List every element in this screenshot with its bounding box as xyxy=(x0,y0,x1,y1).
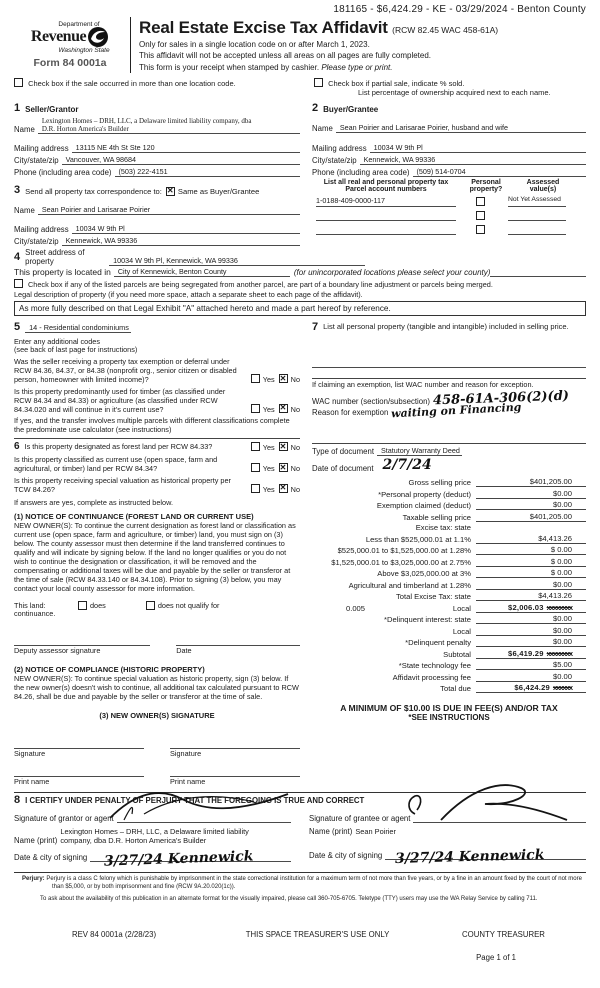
perjury-bold: Perjury: xyxy=(22,876,45,883)
total-due-scribble: xxxxxx xyxy=(552,683,572,693)
document-date-label: Date of document xyxy=(312,464,374,474)
agency-block xyxy=(14,17,126,73)
unincorporated-note: (for unincorporated locations please select your county) xyxy=(293,267,491,277)
taxpayer-city-label: City/state/zip xyxy=(14,236,59,246)
taxpayer-city-value[interactable]: Kennewick, WA 99336 xyxy=(62,236,300,246)
q4-no-checkbox[interactable] xyxy=(279,463,288,472)
perjury-text: Perjury is a class C felony which is punishable by imprisonment in the state correctional institution for a maximum term of not more than five years, or by a fine in an amount fixed by the court of not more than $5,000, or by both imprisonment and fine (RCW 9A.20.020(1c)). xyxy=(46,876,582,890)
treasurer-space-label: THIS SPACE TREASURER'S USE ONLY xyxy=(245,929,390,939)
washington-state-label: Washington State xyxy=(58,47,110,54)
personal-property-checkbox-1[interactable] xyxy=(476,197,485,206)
deputy-assessor-label: Deputy assessor signature xyxy=(14,646,101,656)
assessed-value-blank-3[interactable] xyxy=(508,224,566,235)
new-owner-printname-line-2[interactable] xyxy=(170,766,300,777)
seller-mailing-value[interactable]: 13115 NE 4th St Ste 120 xyxy=(72,143,300,153)
grantor-printname-2: company, dba D.R. Horton America's Builder xyxy=(60,836,207,846)
signature-label-1: Signature xyxy=(14,749,46,759)
local-tax-scribble: xxxxxxxx xyxy=(546,602,572,612)
buyer-city-label: City/state/zip xyxy=(312,155,357,165)
does-label: does xyxy=(90,601,106,611)
personal-property-checkbox-3[interactable] xyxy=(476,225,485,234)
same-as-buyer-checkbox[interactable] xyxy=(166,187,175,196)
document-date-value[interactable]: 2/7/24 xyxy=(382,457,432,474)
q2-no-checkbox[interactable] xyxy=(279,404,288,413)
grantor-datecity-value: 3/27/24 Kennewick xyxy=(104,848,254,870)
buyer-mailing-value[interactable]: 10034 W 9th Pl xyxy=(370,143,586,153)
predominate-use-note: If yes, and the transfer involves multiple parcels with different classifications complete the predominate use calculator (see instructions) xyxy=(14,415,290,434)
new-owner-printname-line-1[interactable] xyxy=(14,766,144,777)
segregated-checkbox[interactable] xyxy=(14,279,23,288)
exemption-reason-value[interactable]: waiting on Financing xyxy=(391,400,522,421)
historical-property-question: Is this property receiving special valuation as historical property per TCW 84.26? xyxy=(14,476,231,494)
legal-description-value[interactable]: As more fully described on that Legal Exhibit "A" attached hereto and made a part hereof by reference. xyxy=(14,301,586,316)
taxpayer-mailing-value[interactable]: 10034 W 9th Pl xyxy=(72,224,300,234)
delinquent-penalty[interactable]: $0.00 xyxy=(476,637,586,647)
section-8-number: 8 xyxy=(14,794,21,807)
multi-location-checkbox[interactable] xyxy=(14,78,23,87)
assessed-value-1[interactable]: Not Yet Assessed xyxy=(508,196,566,207)
located-in-label: This property is located in xyxy=(14,266,111,277)
wac-number-value[interactable]: 458-61A-306(2)(d) xyxy=(432,389,570,409)
tier4-tax[interactable]: $ 0.00 xyxy=(476,568,586,578)
grantee-printname-label: Name (print) xyxy=(309,827,353,837)
same-as-buyer-label: Same as Buyer/Grantee xyxy=(177,186,260,196)
partial-sale-label: Check box if partial sale, indicate % sold. xyxy=(328,78,465,88)
dept-of-label: Department of xyxy=(58,21,100,28)
new-owner-signature-line-1[interactable] xyxy=(14,738,144,749)
taxpayer-name-label: Name xyxy=(14,205,35,215)
legal-description-label: Legal description of property (if you need more space, attach a separate sheet to each page of the affidavit). xyxy=(14,289,363,299)
section-1-heading: Seller/Grantor xyxy=(25,104,79,114)
assessed-value-blank-2[interactable] xyxy=(508,210,566,221)
seller-city-label: City/state/zip xyxy=(14,155,59,165)
taxable-selling-price[interactable]: $401,205.00 xyxy=(476,512,586,522)
does-qualify-checkbox[interactable] xyxy=(78,601,87,610)
grantee-datecity-label: Date & city of signing xyxy=(309,851,383,861)
seller-name-label: Name xyxy=(14,124,35,134)
intro-line-1: Only for sales in a single location code on or after March 1, 2023. xyxy=(139,39,370,49)
section-6-divider xyxy=(14,438,300,439)
parcel-row-2 xyxy=(312,210,586,221)
total-due[interactable]: $6,424.29 xyxy=(514,683,550,693)
does-not-qualify-checkbox[interactable] xyxy=(146,601,155,610)
if-answers-yes-note: If answers are yes, complete as instructed below. xyxy=(14,497,173,507)
section-2-number: 2 xyxy=(312,101,319,114)
section-2-heading: Buyer/Grantee xyxy=(323,104,379,114)
timber-agriculture-question: Is this property predominantly used for timber (as classified under RCW 84.34 and 84.33) or agriculture (as classified under RCW 84.34.020 and will continue in it's current use? xyxy=(14,386,226,414)
notice-continuance-body: NEW OWNER(S): To continue the current designation as forest land or classification as current use (open space, farm and agriculture, or timber) land, you must sign on (3) below. The county assessor must then determine if the land transferred continues to qualify and will indicate by signing below. If the land no longer qualifies or you do not wish to continue the designation or classification, it will be removed and the compensating or additional taxes will be due and payable by the seller or transferor at the time of sale (RCW 84.33.140 or 84.34.108). Prior to signing (3) below, you may contact your local county assessor for more information. xyxy=(14,520,296,594)
local-rate: 0.005 xyxy=(346,603,366,613)
notice-continuance-title: (1) NOTICE OF CONTINUANCE (FOREST LAND OR CURRENT USE) xyxy=(14,511,254,521)
exemption-reason-label: Reason for exemption xyxy=(312,408,389,418)
state-technology-fee[interactable]: $5.00 xyxy=(476,660,586,670)
parcel-row-1 xyxy=(312,196,586,207)
current-use-question: Is this property classified as current use (open space, farm and agricultural, or timber) land per RCW 84.34? xyxy=(14,455,218,474)
notice-compliance-title: (2) NOTICE OF COMPLIANCE (HISTORIC PROPERTY) xyxy=(14,665,205,675)
grantee-datecity-line[interactable] xyxy=(385,847,586,868)
section-3-label: Send all property tax correspondence to: xyxy=(25,186,162,196)
parcel-number-blank-3[interactable] xyxy=(316,224,456,235)
deputy-date-label: Date xyxy=(176,646,192,656)
delinquent-interest-local[interactable]: $0.00 xyxy=(476,626,586,636)
revenue-wordmark: Revenue xyxy=(30,28,87,45)
street-address-label-2: property xyxy=(25,256,54,266)
certification-statement: I CERTIFY UNDER PENALTY OF PERJURY THAT THE FOREGOING IS TRUE AND CORRECT xyxy=(25,796,365,806)
additional-codes-note: (see back of last page for instructions) xyxy=(14,345,138,355)
partial-sale-sublabel: List percentage of ownership acquired next to each name. xyxy=(358,87,551,97)
reeta-affidavit-form: 181165 - $6,424.29 - KE - 03/29/2024 - Benton County Department of Revenue Washington State Form 84 0001a Real Estate Excise Tax Affidavit (RCW 82.45 WAC 458-61A) Only for sales in a single location code on or after March 1, 2023. This affidavit will not be accepted unless all areas on all pages are fully completed. This form is your receipt when stamped by cashier. Please type or print. Check box if the sale occurred in more than one location code. Check box if partial sale, indicate % sold. List percentage of ownership acquired next to each name. 1 Seller/Grantor Name Lexington Homes – DRH, LLC, a Delaware limited liability company, dba D.R. Horton America's Builder Mailing address 13115 NE 4th St Ste 120 City/state/zip Vancouver, WA 98684 Phone (including area code) (503) 222-4151 3 Send all property tax correspondence to: ✕ Same as Buyer/Grantee Name Sean Poirier and Larisarae Poirier Mailing address 10034 W 9th Pl City/state/zip Kennewick, WA 99336 2 Buyer/Grantee Name Sean Poirier and Larisarae Poirier, husband and wife Mailing address 10034 W 9th Pl City/state/zip Kennewick, WA 99336 Phone (including area code) (509) 514-0704 List all real and personal property tax Parcel account numbers Personal property? Assessed value(s) 1-0188-409-0000-117 Not Yet Assessed 4 Street address of property 10034 W 9th Pl, Kennewick, WA 99336 This property is located in City of Kennewick, Benton County (for unincorporated locations please select your county) Check box if any of the listed parcels are being segregated from another parcel, are part of a boundary line adjustment or parcels being merged. Legal description of property (if you need more space, attach a separate sheet to each page of the affidavit). As more fully described on that Legal Exhibit "A" attached hereto and made a part hereof by reference. 5 14 - Residential condominiums Enter any additional codes (see back of last page for instructions) Was the seller receiving a property tax exemption or deferral under RCW 84.36, 84.37, or 84.38 (nonprofit org., senior citizen or disabled person, homeowner with limited income)? Yes ✕ No Is this property predominantly used for timber (as classified under RCW 84.34 and 84.33) or agriculture (as classified under RCW 84.34.020 and will continue in it's current use? Yes ✕ No If yes, and the transfer involves multiple parcels with different classifications complete the predominate use calculator (see instructions) 6 Is this property designated as forest land per RCW 84.33? Yes ✕ No Is this property classified as current use (open space, farm and agricultural, or timber) land per RCW 84.34? Yes ✕ No Is this property receiving special valuation as historical property per TCW 84.26? Yes ✕ No If answers are yes, complete as instructed below. (1) NOTICE OF CONTINUANCE (FOREST LAND OR CURRENT USE) NEW OWNER(S): To continue the current designation as forest land or classification as current use (open space, farm and agriculture, or timber) land, you must sign on (3) below. The county assessor must then determine if the land transferred continues to qualify and will indicate by signing below. If the land no longer qualifies or you do not wish to continue the designation or classification, it will be removed and the compensating or additional taxes will be due and payable by the seller or transferor at the time of sale (RCW 84.33.140 or 84.34.108). Prior to signing (3) below, you may contact your local county assessor for more information. This land: does does not qualify for continuance. Deputy assessor signature Date (2) NOTICE OF COMPLIANCE (HISTORIC PROPERTY) NEW OWNER(S): To continue special valuation as historic property, sign (3) below. If the new owner(s) doesn't wish to continue, all additional tax calculated pursuant to RCW 84.26, shall be due and payable by the seller or transferor at the time of sale. (3) NEW OWNER(S) SIGNATURE Signature Signature Print name Print name 7 List all personal property (tangible and intangible) included in selling price. If claiming an exemption, list WAC number and reason for exception. WAC number (section/subsection) 458-61A-306(2)(d) Reason for exemption waiting on Financing Type of document Statutory Warranty Deed Date of document 2/7/24 Gross selling price $401,205.00 *Personal property (deduct) $0.00 Exemption claimed (deduct) $0.00 Taxable selling price $401,205.00 Excise tax: state Less than $525,000.01 at 1.1% $4,413.26 $525,000.01 to $1,525,000.00 at 1.28% $ 0.00 $1,525,000.01 to $3,025,000.00 at 2.75% $ 0.00 Above $3,025,000.00 at 3% $ 0.00 Agricultural and timberland at 1.28% $0.00 Total Excise Tax: state $4,413.26 0.005 Local $2,006.03 xxxxxxxx *Delinquent interest: state $0.00 Local $0.00 *Delinquent penalty $0.00 Subtotal $6,419.29 xxxxxxxx *State technology fee $5.00 Affidavit processing fee $0.00 Total due $6,424.29 xxxxxx A MINIMUM OF $10.00 IS DUE IN FEE(S) AND/OR TAX *SEE INSTRUCTIONS 8 I CERTIFY UNDER PENALTY OF PERJURY THAT THE FOREGOING IS TRUE AND CORRECT Signature of grantor or agent Name (print) Lexington Homes – DRH, LLC, a Delaware limited liability company, dba D.R. Horton America's Builder Date & city of signing 3/27/24 Kennewick Signature of grantee or agent Name (print) Sean Poirier Date & city of signing 3/27/24 Kennewick Perjury: Perjury is a class C felony which is punishable by imprisonment in the state correctional institution for a maximum term of not more than five years, or by a fine in an amount fixed by the court of not more than $5,000, or by both imprisonment and fine (RCW 9A.20.020(1c)). To ask about the availability of this publication in an alternate format for the visually impaired, please call 360-705-6705. Teletype (TTY) users may use the WA Relay Service by calling 711. REV 84 0001a (2/28/23) THIS SPACE TREASURER'S USE ONLY COUNTY TREASURER Page 1 of 1 xyxy=(0,0,600,988)
tier1-tax[interactable]: $4,413.26 xyxy=(476,534,586,544)
print-name-label-1: Print name xyxy=(14,777,50,787)
q1-yes-checkbox[interactable] xyxy=(251,374,260,383)
section-3-number: 3 xyxy=(14,183,21,196)
dor-logo-icon xyxy=(87,26,109,48)
q3-no-checkbox[interactable] xyxy=(279,442,288,451)
q4-yes-checkbox[interactable] xyxy=(251,463,260,472)
agricultural-timberland-tax[interactable]: $0.00 xyxy=(476,580,586,590)
continuance-label: continuance. xyxy=(14,609,56,619)
type-or-print-note: Please type or print. xyxy=(321,62,393,72)
seller-name-line1: Lexington Homes – DRH, LLC, a Delaware limited liability company, dba xyxy=(41,116,252,125)
document-type-label: Type of document xyxy=(312,447,374,457)
grantee-datecity-value: 3/27/24 Kennewick xyxy=(395,847,545,868)
grantee-signature-line[interactable] xyxy=(413,812,586,823)
exemption-claimed-deduct[interactable]: $0.00 xyxy=(476,500,586,510)
parcel-table-header: List all real and personal property tax Parcel account numbers Personal property? Assessed value(s) xyxy=(323,178,560,193)
forest-land-question: Is this property designated as forest land per RCW 84.33? xyxy=(24,442,213,452)
buyer-name-label: Name xyxy=(312,123,333,133)
grantor-printname-label: Name (print) xyxy=(14,836,58,846)
tier3-tax[interactable]: $ 0.00 xyxy=(476,557,586,567)
section-7-number: 7 xyxy=(312,320,319,333)
buyer-phone-label: Phone (including area code) xyxy=(312,167,410,177)
segregated-label: Check box if any of the listed parcels are being segregated from another parcel, are part of a boundary line adjustment or parcels being merged. xyxy=(28,279,493,289)
taxpayer-mailing-label: Mailing address xyxy=(14,224,69,234)
personal-property-checkbox-2[interactable] xyxy=(476,211,485,220)
q5-yes-checkbox[interactable] xyxy=(251,484,260,493)
document-type-value[interactable]: Statutory Warranty Deed xyxy=(377,446,462,456)
delinquent-interest-state[interactable]: $0.00 xyxy=(476,614,586,624)
notice-compliance-body: NEW OWNER(S): To continue special valuation as historic property, sign (3) below. If the new owner(s) doesn't wish to continue, all additional tax calculated pursuant to RCW 84.26, shall be due and payable by the seller or transferor at the time of sale. xyxy=(14,674,299,702)
grantee-signature-label: Signature of grantee or agent xyxy=(309,814,411,824)
grantor-signature-label: Signature of grantor or agent xyxy=(14,814,114,824)
county-treasurer-label: COUNTY TREASURER xyxy=(462,929,545,939)
accessibility-note: To ask about the availability of this publication in an alternate format for the visually impaired, please call 360-705-6705. Teletype (TTY) users may use the WA Relay Service by calling 711. xyxy=(40,895,538,902)
grantee-printname: Sean Poirier xyxy=(355,827,396,837)
print-name-label-2: Print name xyxy=(170,777,206,787)
page-number: Page 1 of 1 xyxy=(476,952,516,962)
q5-no-checkbox[interactable] xyxy=(279,484,288,493)
tier2-tax[interactable]: $ 0.00 xyxy=(476,545,586,555)
exemption-deferral-question: Was the seller receiving a property tax exemption or deferral under RCW 84.36, 84.37, or 84.38 (nonprofit org., senior citizen or disabled person, homeowner with limited income)? xyxy=(14,357,237,385)
form-header xyxy=(14,17,586,73)
minimum-due-notice: A MINIMUM OF $10.00 IS DUE IN FEE(S) AND/OR TAX xyxy=(340,703,558,714)
street-address-label-1: Street address of xyxy=(25,247,85,257)
grantor-datecity-line[interactable] xyxy=(90,848,291,870)
signature-label-2: Signature xyxy=(170,749,202,759)
section-6-number: 6 xyxy=(14,441,20,453)
land-use-code-value[interactable]: 14 - Residential condominiums xyxy=(25,323,131,333)
buyer-city-value[interactable]: Kennewick, WA 99336 xyxy=(360,155,586,165)
parcel-number-blank-2[interactable] xyxy=(316,210,456,221)
this-land-label: This land: xyxy=(14,601,46,611)
personal-property-deduct[interactable]: $0.00 xyxy=(476,489,586,499)
receipt-stamp-line: 181165 - $6,424.29 - KE - 03/29/2024 - Benton County xyxy=(333,4,586,15)
seller-phone-value[interactable]: (503) 222-4151 xyxy=(115,167,300,177)
tax-computation-table: Gross selling price $401,205.00 *Personal property (deduct) $0.00 Exemption claimed (deduct) $0.00 Taxable selling price $401,205.00 Excise tax: state Less than $525,000.01 at 1.1% $4,413.26 $525,000.01 to $1,525,000.00 at 1.28% $ 0.00 $1,525,000.01 to $3,025,000.00 at 2.75% $ 0.00 Above $3,025,000.00 at 3% $ 0.00 Agricultural and timberland at 1.28% $0.00 Total Excise Tax: state $4,413.26 0.005 Local $2,006.03 xxxxxxxx *Delinquent interest: state $0.00 Local $0.00 *Delinquent penalty $0.00 Subtotal $6,419.29 xxxxxxxx *State technology fee $5.00 Affidavit processing fee $0.00 Total due $6,424.29 xxxxxx xyxy=(312,477,586,693)
new-owner-signature-line-2[interactable] xyxy=(170,738,300,749)
affidavit-processing-fee[interactable]: $0.00 xyxy=(476,672,586,682)
parcel-number-value[interactable]: 1-0188-409-0000-117 xyxy=(316,196,456,207)
header-divider xyxy=(130,17,131,73)
multi-location-label: Check box if the sale occurred in more than one location code. xyxy=(28,78,236,88)
form-title: Real Estate Excise Tax Affidavit xyxy=(139,18,388,37)
rev-form-number: REV 84 0001a (2/28/23) xyxy=(71,929,157,939)
seller-mailing-label: Mailing address xyxy=(14,143,69,153)
exemption-claim-note: If claiming an exemption, list WAC number and reason for exception. xyxy=(312,379,534,389)
does-not-label: does not qualify for xyxy=(157,601,220,611)
wac-number-label: WAC number (section/subsection) xyxy=(312,397,431,407)
grantor-datecity-label: Date & city of signing xyxy=(14,853,88,863)
section-5-number: 5 xyxy=(14,320,21,333)
total-excise-tax-state[interactable]: $4,413.26 xyxy=(476,591,586,601)
section-1-number: 1 xyxy=(14,101,21,114)
form-number: Form 84 0001a xyxy=(33,57,107,69)
q3-yes-checkbox[interactable] xyxy=(251,442,260,451)
located-in-value[interactable]: City of Kennewick, Benton County xyxy=(114,267,290,277)
deputy-date-line[interactable] xyxy=(176,635,300,646)
intro-line-3: This form is your receipt when stamped by cashier. xyxy=(139,62,320,72)
subtotal-scribble: xxxxxxxx xyxy=(546,648,572,658)
seller-city-value[interactable]: Vancouver, WA 98684 xyxy=(62,155,300,165)
partial-sale-checkbox[interactable] xyxy=(314,78,323,87)
seller-phone-label: Phone (including area code) xyxy=(14,167,112,177)
buyer-mailing-label: Mailing address xyxy=(312,143,367,153)
seller-name-line2[interactable]: D.R. Horton America's Builder xyxy=(38,125,300,134)
rcw-reference: (RCW 82.45 WAC 458-61A) xyxy=(392,25,499,35)
section-4-number: 4 xyxy=(14,250,21,263)
personal-property-list-line[interactable] xyxy=(312,333,586,368)
q1-no-checkbox[interactable] xyxy=(279,374,288,383)
intro-line-2: This affidavit will not be accepted unless all areas on all pages are fully completed. xyxy=(139,51,432,60)
deputy-assessor-signature-line[interactable] xyxy=(14,635,150,646)
buyer-name-value[interactable]: Sean Poirier and Larisarae Poirier, husband and wife xyxy=(336,123,586,133)
gross-selling-price[interactable]: $401,205.00 xyxy=(476,477,586,487)
taxpayer-name-value[interactable]: Sean Poirier and Larisarae Poirier xyxy=(38,205,300,215)
buyer-phone-value[interactable]: (509) 514-0704 xyxy=(413,167,586,177)
see-instructions-note: *SEE INSTRUCTIONS xyxy=(408,713,490,723)
q2-yes-checkbox[interactable] xyxy=(251,404,260,413)
additional-codes-label: Enter any additional codes xyxy=(14,336,100,346)
street-address-value[interactable]: 10034 W 9th Pl, Kennewick, WA 99336 xyxy=(109,256,365,266)
new-owners-signature-title: (3) NEW OWNER(S) SIGNATURE xyxy=(99,711,215,721)
parcel-row-3 xyxy=(312,224,586,235)
grantor-signature-line[interactable] xyxy=(117,812,291,823)
personal-property-list-label: List all personal property (tangible and intangible) included in selling price. xyxy=(323,321,569,331)
grantor-printname-1: Lexington Homes – DRH, LLC, a Delaware limited liability xyxy=(60,827,249,837)
subtotal[interactable]: $6,419.29 xyxy=(508,648,544,658)
local-tax[interactable]: $2,006.03 xyxy=(508,602,544,612)
